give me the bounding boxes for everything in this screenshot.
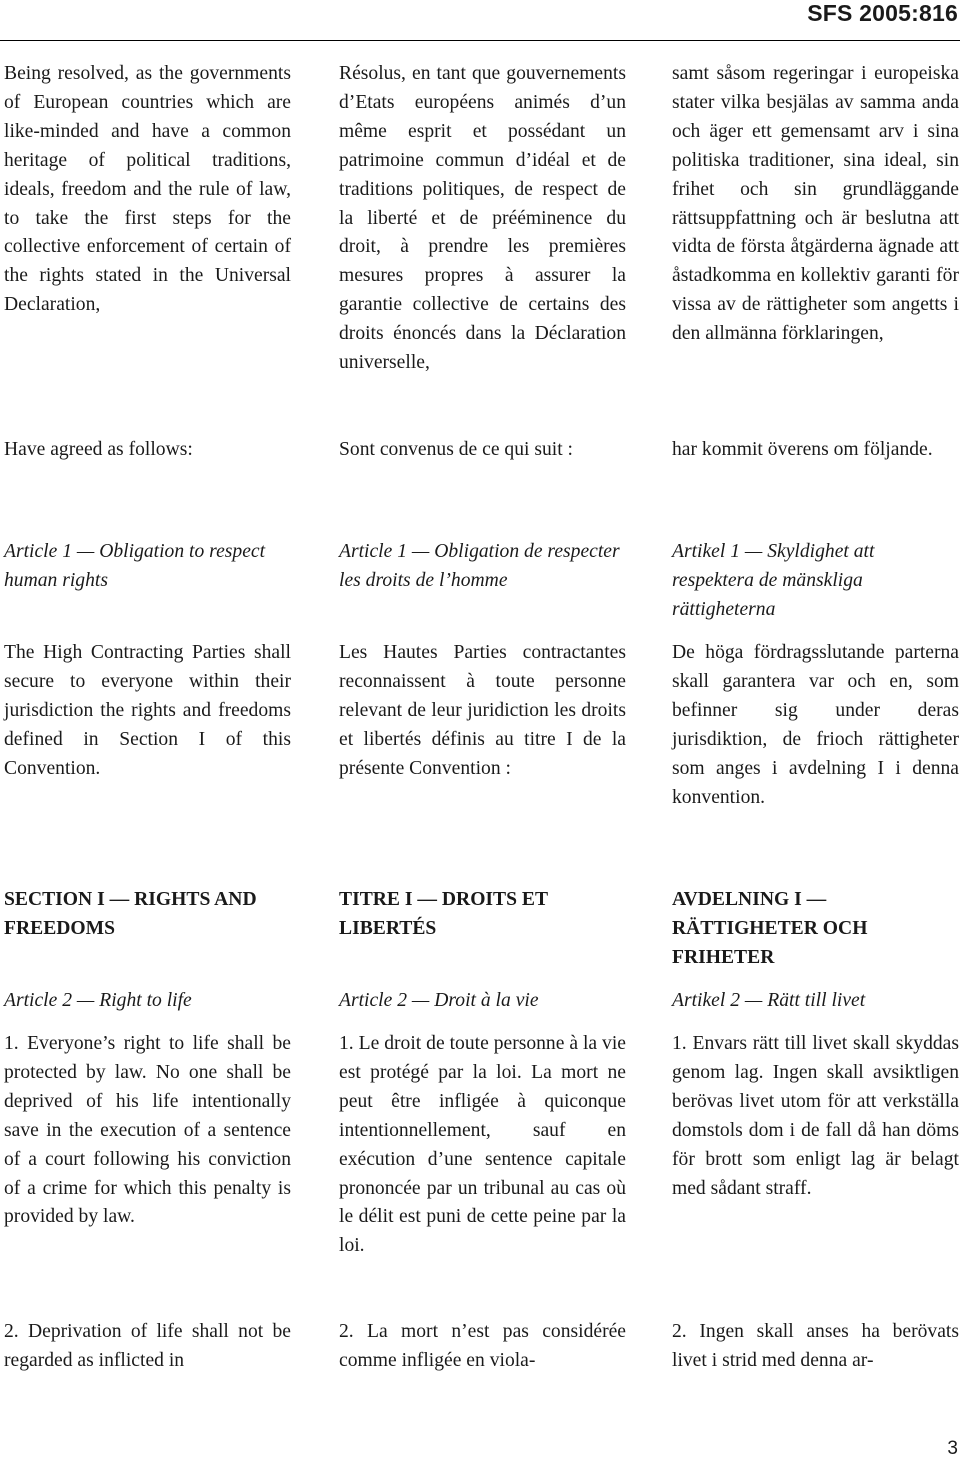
agreed-sv: har kommit överens om följande.	[672, 439, 933, 460]
article2-para1-fr: 1. Le droit de toute personne à la vie est protégé par la loi. La mort ne peut être infligée à quiconque intentionnellement, sauf en exécution d’une sentence capitale prononcée par un tribunal au cas où le délit est puni de cette peine par la loi.	[339, 1033, 626, 1257]
preamble-sv: samt såsom regeringar i europeiska stater vilka besjälas av samma anda och äger ett gemensamt arv i sina politiska traditioner, sina ideal, sin frihet och sin grundläggande rättsuppfattning och är beslutna att vidta de första åtgärderna ägnade att åstadkomma en kollektiv garanti för vissa av de rättigheter som angetts i den allmänna förklaringen,	[672, 63, 959, 345]
article2-para2-fr: 2. La mort n’est pas considérée comme infligée en viola-	[339, 1321, 626, 1371]
article1-title-fr: Article 1 — Obligation de respecter les droits de l’homme	[339, 541, 620, 591]
section1-title-sv: AVDELNING I — RÄTTIGHETER OCH FRIHETER	[672, 889, 868, 968]
agreed-fr: Sont convenus de ce qui suit :	[339, 439, 574, 460]
section1-title-fr: TITRE I — DROITS ET LIBERTÉS	[339, 889, 548, 939]
article2-para2-sv: 2. Ingen skall anses ha berövats livet i strid med denna ar-	[672, 1321, 959, 1371]
article2-title-sv: Artikel 2 — Rätt till livet	[672, 990, 866, 1011]
article2-title-en: Article 2 — Right to life	[4, 990, 192, 1011]
article1-title-sv: Artikel 1 — Skyldighet att respektera de mänskliga rättigheterna	[672, 541, 875, 620]
page-number: 3	[947, 1438, 958, 1459]
agreed-en: Have agreed as follows:	[4, 439, 193, 460]
article2-para1-en: 1. Everyone’s right to life shall be protected by law. No one shall be deprived of his life intentionally save in the execution of a sentence of a court following his conviction of a crime for which this penalty is provided by law.	[4, 1033, 291, 1228]
section1-title-en: SECTION I — RIGHTS AND FREEDOMS	[4, 889, 257, 939]
header-rule	[0, 40, 960, 41]
article2-para2-en: 2. Deprivation of life shall not be regarded as inflicted in	[4, 1321, 291, 1371]
article1-text-fr: Les Hautes Parties contractantes reconnaissent à toute personne relevant de leur juridiction les droits et libertés définis au titre I de la présente Convention :	[339, 642, 626, 779]
article1-title-en: Article 1 — Obligation to respect human rights	[4, 541, 266, 591]
article2-title-fr: Article 2 — Droit à la vie	[339, 990, 539, 1011]
article1-text-en: The High Contracting Parties shall secure to everyone within their jurisdiction the rights and freedoms defined in Section I of this Convention.	[4, 642, 291, 779]
article1-text-sv: De höga fördragsslutande parterna skall garantera var och en, som befinner sig under deras jurisdiktion, de frioch rättigheter som anges i avdelning I i denna konvention.	[672, 642, 959, 808]
document-reference-header: SFS 2005:816	[807, 0, 958, 26]
article2-para1-sv: 1. Envars rätt till livet skall skyddas genom lag. Ingen skall avsiktligen berövas livet utom för att verkställa domstols dom i de fall då han döms för brott som enligt lag är belagt med sådant straff.	[672, 1033, 959, 1199]
preamble-fr: Résolus, en tant que gouvernements d’Etats européens animés d’un même esprit et possédant un patrimoine commun d’idéal et de traditions politiques, de respect de la liberté et de prééminence du droit, à prendre les premières mesures propres à assurer la garantie collective de certains des droits énoncés dans la Déclaration universelle,	[339, 63, 626, 374]
preamble-en: Being resolved, as the governments of European countries which are like-minded and have a common heritage of political traditions, ideals, freedom and the rule of law, to take the first steps for the collective enforcement of certain of the rights stated in the Universal Declaration,	[4, 63, 291, 316]
